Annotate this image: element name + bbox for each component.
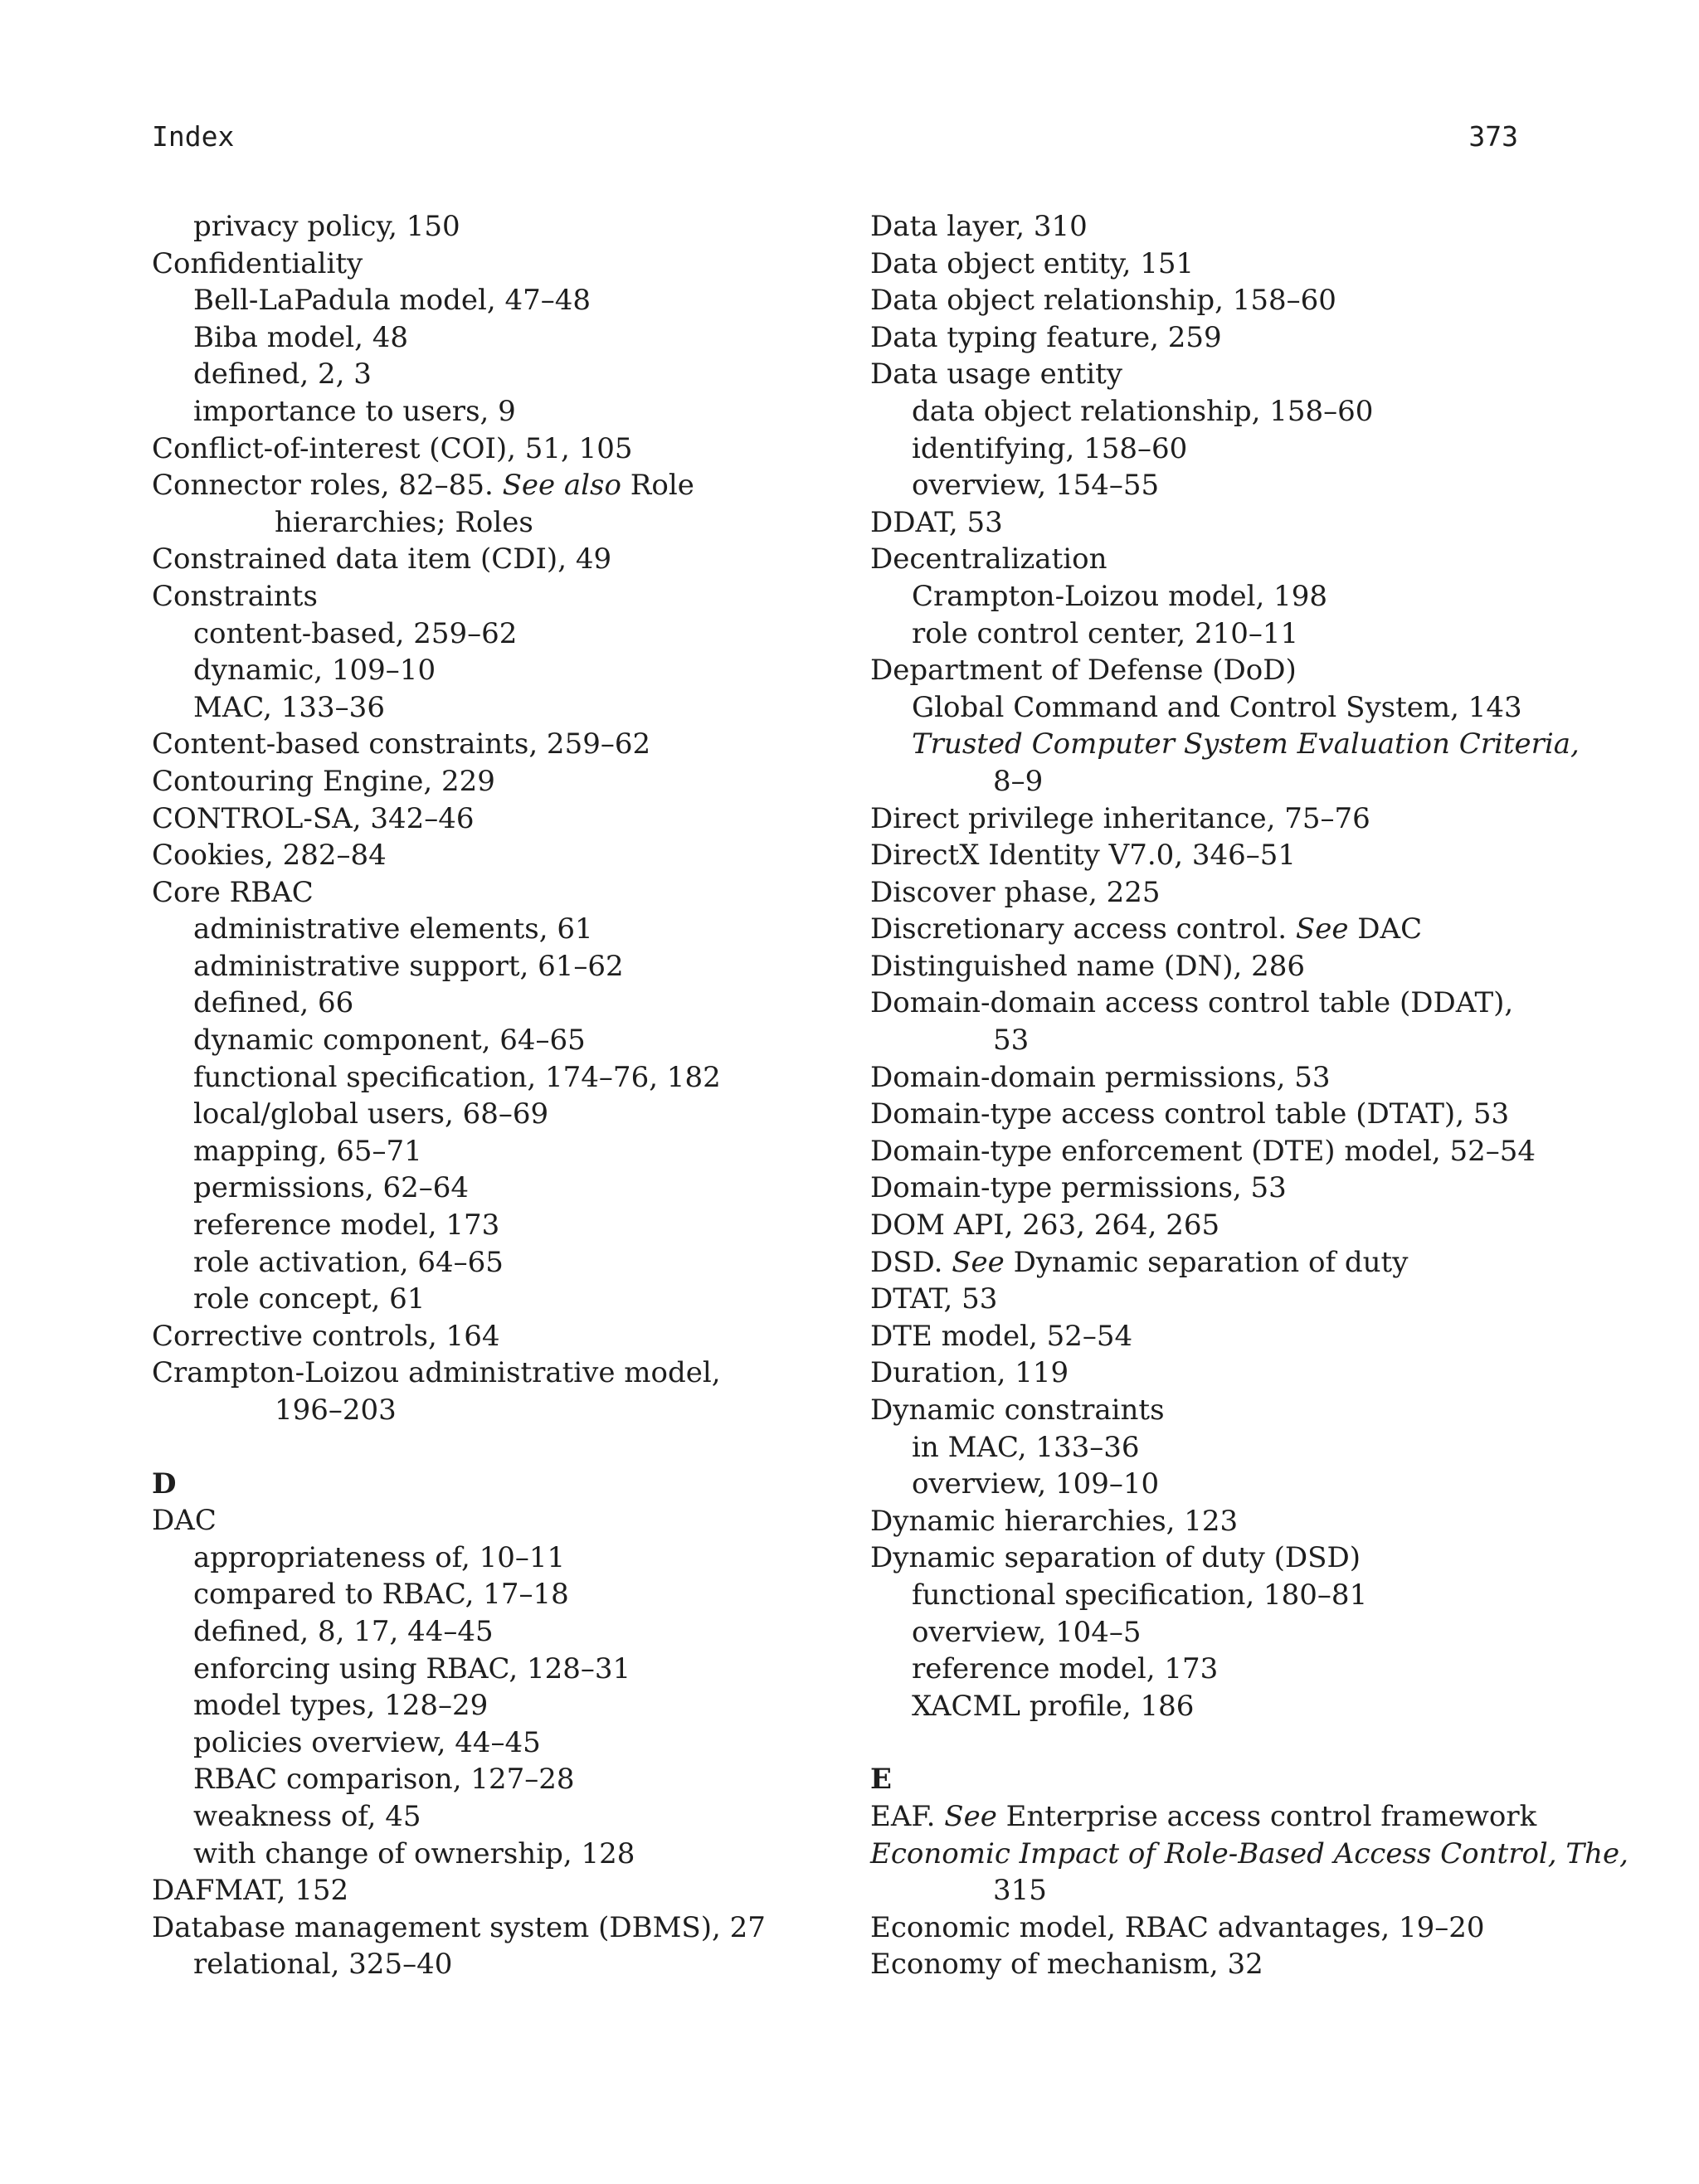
- index-entry-text: functional specification, 174–76, 182: [193, 1060, 721, 1094]
- index-entry: [152, 763, 840, 800]
- index-subentry: [152, 1946, 840, 1983]
- index-entry-text: Direct privilege inheritance, 75–76: [870, 801, 1370, 835]
- section-letter-heading: [870, 1761, 1551, 1798]
- index-entry: [870, 1133, 1551, 1170]
- index-entry-text: Duration, 119: [870, 1356, 1069, 1390]
- see-target: DAC: [1348, 912, 1423, 946]
- index-subentry: [870, 689, 1551, 727]
- index-entry-text: privacy policy, 150: [193, 210, 460, 243]
- index-entry-text: policies overview, 44–45: [193, 1725, 541, 1759]
- index-entry-text: DTAT, 53: [870, 1282, 998, 1316]
- index-subentry: [152, 1540, 840, 1577]
- index-entry: [152, 246, 840, 283]
- index-entry: [870, 541, 1551, 578]
- index-entry-text: overview, 109–10: [912, 1467, 1160, 1501]
- index-entry-text: role concept, 61: [193, 1282, 426, 1316]
- index-entry-continuation: [870, 1022, 1551, 1059]
- index-entry-text: content-based, 259–62: [193, 616, 518, 650]
- index-entry-text: Discretionary access control.: [870, 912, 1296, 946]
- index-subentry: [870, 615, 1551, 653]
- index-entry-text: Data object relationship, 158–60: [870, 284, 1336, 318]
- index-entry-text: overview, 104–5: [912, 1615, 1142, 1649]
- index-entry-text: Bell-LaPadula model, 47–48: [193, 284, 591, 318]
- index-entry-text: weakness of, 45: [193, 1799, 421, 1833]
- index-subentry: [152, 1022, 840, 1059]
- index-entry-text: Corrective controls, 164: [152, 1319, 500, 1353]
- index-entry-text: functional specification, 180–81: [912, 1578, 1368, 1612]
- index-subentry: [870, 578, 1551, 615]
- index-entry: [870, 1207, 1551, 1244]
- index-entry-text: Economic model, RBAC advantages, 19–20: [870, 1910, 1485, 1944]
- index-subentry: [870, 1614, 1551, 1651]
- index-entry-text: D: [152, 1467, 177, 1501]
- index-entry-text: Dynamic separation of duty (DSD): [870, 1541, 1361, 1575]
- index-entry-text: Constrained data item (CDI), 49: [152, 542, 612, 576]
- index-subentry: [870, 467, 1551, 504]
- index-entry-text: 315: [993, 1874, 1047, 1908]
- index-entry-text: DAFMAT, 152: [152, 1874, 349, 1908]
- index-entry-text: Crampton-Loizou model, 198: [912, 579, 1328, 613]
- index-entry-text: Data usage entity: [870, 358, 1123, 392]
- index-subentry: [152, 1798, 840, 1836]
- index-entry-text: data object relationship, 158–60: [912, 394, 1374, 428]
- index-entry: [870, 1909, 1551, 1947]
- index-entry-text: identifying, 158–60: [912, 431, 1188, 465]
- index-entry-text: DOM API, 263, 264, 265: [870, 1209, 1220, 1243]
- index-entry-text: Content-based constraints, 259–62: [152, 727, 651, 761]
- index-subentry: [152, 985, 840, 1022]
- index-entry-text: dynamic, 109–10: [193, 654, 436, 688]
- index-entry-text: role control center, 210–11: [912, 616, 1299, 650]
- index-entry-text: Domain-type enforcement (DTE) model, 52–54: [870, 1134, 1536, 1168]
- index-entry: [870, 319, 1551, 357]
- index-entry-text: Cookies, 282–84: [152, 839, 387, 873]
- index-subentry: [152, 948, 840, 985]
- index-entry: [870, 1281, 1551, 1318]
- index-entry-text: Conflict-of-interest (COI), 51, 105: [152, 431, 633, 465]
- index-entry-text: Connector roles, 82–85.: [152, 469, 503, 503]
- index-entry-text: DAC: [152, 1504, 217, 1538]
- index-subentry: [152, 1761, 840, 1798]
- index-entry-text: 8–9: [993, 764, 1044, 798]
- index-entry: [870, 504, 1551, 542]
- see-target: Dynamic separation of duty: [1004, 1245, 1409, 1279]
- index-entry-continuation: [152, 1392, 840, 1429]
- index-entry: [152, 430, 840, 468]
- index-entry-text: Distinguished name (DN), 286: [870, 949, 1305, 983]
- index-entry-text: Department of Defense (DoD): [870, 654, 1297, 688]
- see-target: Role: [621, 469, 694, 503]
- index-entry: [152, 1502, 840, 1540]
- index-subentry: [152, 1651, 840, 1688]
- index-entry-text: role activation, 64–65: [193, 1245, 504, 1279]
- index-entry-continuation: [870, 1872, 1551, 1909]
- index-entry-text: CONTROL-SA, 342–46: [152, 801, 475, 835]
- index-entry-text: Trusted Computer System Evaluation Criteria,: [912, 727, 1580, 761]
- index-subentry: [152, 1207, 840, 1244]
- index-subentry: [870, 1651, 1551, 1688]
- index-subentry: [152, 911, 840, 948]
- index-subentry: [870, 726, 1580, 763]
- index-subentry: [152, 1281, 840, 1318]
- index-entry: [870, 1059, 1551, 1097]
- index-entry: [870, 1170, 1551, 1207]
- running-header: [152, 116, 1518, 158]
- index-entry-text: administrative elements, 61: [193, 912, 593, 946]
- index-entry: [152, 837, 840, 874]
- index-entry: [152, 874, 840, 912]
- see-reference: See: [952, 1245, 1005, 1279]
- section-letter-heading: [152, 1466, 840, 1503]
- index-entry: [152, 578, 840, 615]
- see-reference: See: [1295, 912, 1349, 946]
- index-entry-text: Domain-domain permissions, 53: [870, 1060, 1331, 1094]
- index-subentry: [152, 1687, 840, 1724]
- index-entry-text: in MAC, 133–36: [912, 1430, 1140, 1464]
- index-entry-text: Crampton-Loizou administrative model,: [152, 1356, 721, 1390]
- index-subentry: [152, 1576, 840, 1613]
- index-entry-text: RBAC comparison, 127–28: [193, 1763, 575, 1797]
- index-entry-text: enforcing using RBAC, 128–31: [193, 1651, 631, 1685]
- index-entry-text: dynamic component, 64–65: [193, 1024, 586, 1058]
- index-entry-text: permissions, 62–64: [193, 1171, 469, 1205]
- index-entry: [152, 467, 840, 504]
- index-entry: [870, 800, 1551, 838]
- index-entry-text: Decentralization: [870, 542, 1108, 576]
- index-entry-text: model types, 128–29: [193, 1689, 489, 1723]
- see-reference: See: [944, 1799, 997, 1833]
- index-entry: [870, 356, 1551, 393]
- index-subentry: [152, 652, 840, 689]
- index-subentry: [152, 1133, 840, 1170]
- index-entry: [870, 652, 1551, 689]
- index-entry: [870, 1355, 1551, 1392]
- index-entry-text: reference model, 173: [912, 1652, 1219, 1686]
- index-entry-text: with change of ownership, 128: [193, 1836, 635, 1870]
- index-entry-text: Global Command and Control System, 143: [912, 690, 1522, 724]
- index-entry: [870, 874, 1551, 912]
- index-entry: [870, 1540, 1551, 1577]
- index-subentry: [870, 393, 1551, 430]
- index-entry: [870, 1946, 1551, 1983]
- index-entry-text: appropriateness of, 10–11: [193, 1540, 566, 1574]
- index-entry-text: Database management system (DBMS), 27: [152, 1910, 766, 1944]
- index-subentry: [152, 615, 840, 653]
- index-entry-text: E: [870, 1763, 892, 1797]
- index-subentry: [152, 208, 840, 246]
- index-entry: [152, 541, 840, 578]
- index-entry: [870, 1798, 1551, 1836]
- index-entry-text: DirectX Identity V7.0, 346–51: [870, 839, 1297, 873]
- index-entry: [870, 282, 1551, 319]
- index-entry-text: Dynamic hierarchies, 123: [870, 1504, 1239, 1538]
- index-subentry: [870, 430, 1551, 468]
- index-subentry: [152, 689, 840, 727]
- index-entry-text: mapping, 65–71: [193, 1134, 422, 1168]
- index-entry-text: Discover phase, 225: [870, 875, 1161, 909]
- index-entry-text: defined, 66: [193, 986, 354, 1020]
- index-entry: [870, 1096, 1551, 1133]
- index-subentry: [870, 1429, 1551, 1467]
- index-entry-text: Domain-type permissions, 53: [870, 1171, 1287, 1205]
- index-entry: [870, 911, 1551, 948]
- index-entry-text: hierarchies; Roles: [275, 505, 533, 539]
- page-number: 373: [1468, 120, 1518, 153]
- index-entry-text: Economy of mechanism, 32: [870, 1948, 1263, 1982]
- index-entry-text: Confidentiality: [152, 246, 363, 280]
- see-reference: See also: [502, 469, 621, 503]
- index-subentry: [870, 1466, 1551, 1503]
- index-entry: [152, 800, 840, 838]
- index-entry-text: 53: [993, 1024, 1030, 1058]
- index-entry-text: MAC, 133–36: [193, 690, 385, 724]
- see-target: Enterprise access control framework: [996, 1799, 1537, 1833]
- index-subentry: [152, 1724, 840, 1762]
- index-entry: [870, 1318, 1551, 1355]
- index-entry: [870, 1392, 1551, 1429]
- index-subentry: [152, 393, 840, 430]
- index-entry-text: defined, 8, 17, 44–45: [193, 1614, 494, 1648]
- index-entry-text: DSD.: [870, 1245, 952, 1279]
- index-entry: [870, 208, 1551, 246]
- index-entry: [870, 1244, 1551, 1282]
- index-subentry: [870, 1577, 1551, 1614]
- index-entry: [870, 837, 1551, 874]
- index-entry: [152, 1872, 840, 1909]
- index-entry: [152, 726, 840, 763]
- index-entry-text: Domain-domain access control table (DDAT),: [870, 986, 1514, 1020]
- index-entry-text: Biba model, 48: [193, 320, 409, 354]
- index-entry: [870, 246, 1551, 283]
- index-subentry: [152, 1613, 840, 1651]
- index-entry-text: Economic Impact of Role-Based Access Control, The,: [870, 1836, 1628, 1870]
- index-entry-text: reference model, 173: [193, 1209, 500, 1243]
- index-entry: [870, 985, 1551, 1022]
- index-entry-text: Data layer, 310: [870, 210, 1088, 243]
- index-entry: [152, 1355, 840, 1392]
- index-entry: [870, 1503, 1551, 1540]
- index-subentry: [152, 319, 840, 357]
- running-title: Index: [152, 120, 235, 153]
- index-entry: [870, 948, 1551, 985]
- index-entry-text: EAF.: [870, 1799, 945, 1833]
- index-entry-text: DTE model, 52–54: [870, 1319, 1133, 1353]
- index-column-right: [870, 208, 1628, 1983]
- index-entry-text: administrative support, 61–62: [193, 949, 624, 983]
- index-subentry: [870, 1688, 1551, 1725]
- index-subentry: [152, 1096, 840, 1133]
- index-entry-text: relational, 325–40: [193, 1948, 453, 1982]
- index-subentry: [152, 1170, 840, 1207]
- index-entry-text: compared to RBAC, 17–18: [193, 1578, 569, 1612]
- index-entry-text: Data object entity, 151: [870, 246, 1195, 280]
- index-entry-text: overview, 154–55: [912, 469, 1160, 503]
- index-entry-continuation: [152, 504, 840, 542]
- index-entry-text: local/global users, 68–69: [193, 1097, 549, 1131]
- index-column-left: [152, 208, 840, 1983]
- index-subentry: [152, 1059, 840, 1097]
- index-subentry: [152, 1836, 840, 1873]
- index-entry-text: 196–203: [275, 1394, 397, 1427]
- index-entry-continuation: [870, 763, 1551, 800]
- index-entry: [870, 1836, 1628, 1873]
- index-entry-text: Contouring Engine, 229: [152, 764, 495, 798]
- index-entry-text: Data typing feature, 259: [870, 320, 1222, 354]
- index-entry-text: Core RBAC: [152, 875, 314, 909]
- index-entry: [152, 1318, 840, 1355]
- index-entry-text: Dynamic constraints: [870, 1394, 1165, 1427]
- index-entry-text: DDAT, 53: [870, 505, 1003, 539]
- index-subentry: [152, 356, 840, 393]
- index-entry: [152, 1909, 840, 1947]
- index-entry-text: Constraints: [152, 579, 318, 613]
- index-subentry: [152, 1244, 840, 1282]
- index-entry-text: importance to users, 9: [193, 394, 516, 428]
- index-subentry: [152, 282, 840, 319]
- index-entry-text: defined, 2, 3: [193, 358, 372, 392]
- index-entry-text: Domain-type access control table (DTAT), 53: [870, 1097, 1510, 1131]
- index-entry-text: XACML profile, 186: [912, 1689, 1195, 1723]
